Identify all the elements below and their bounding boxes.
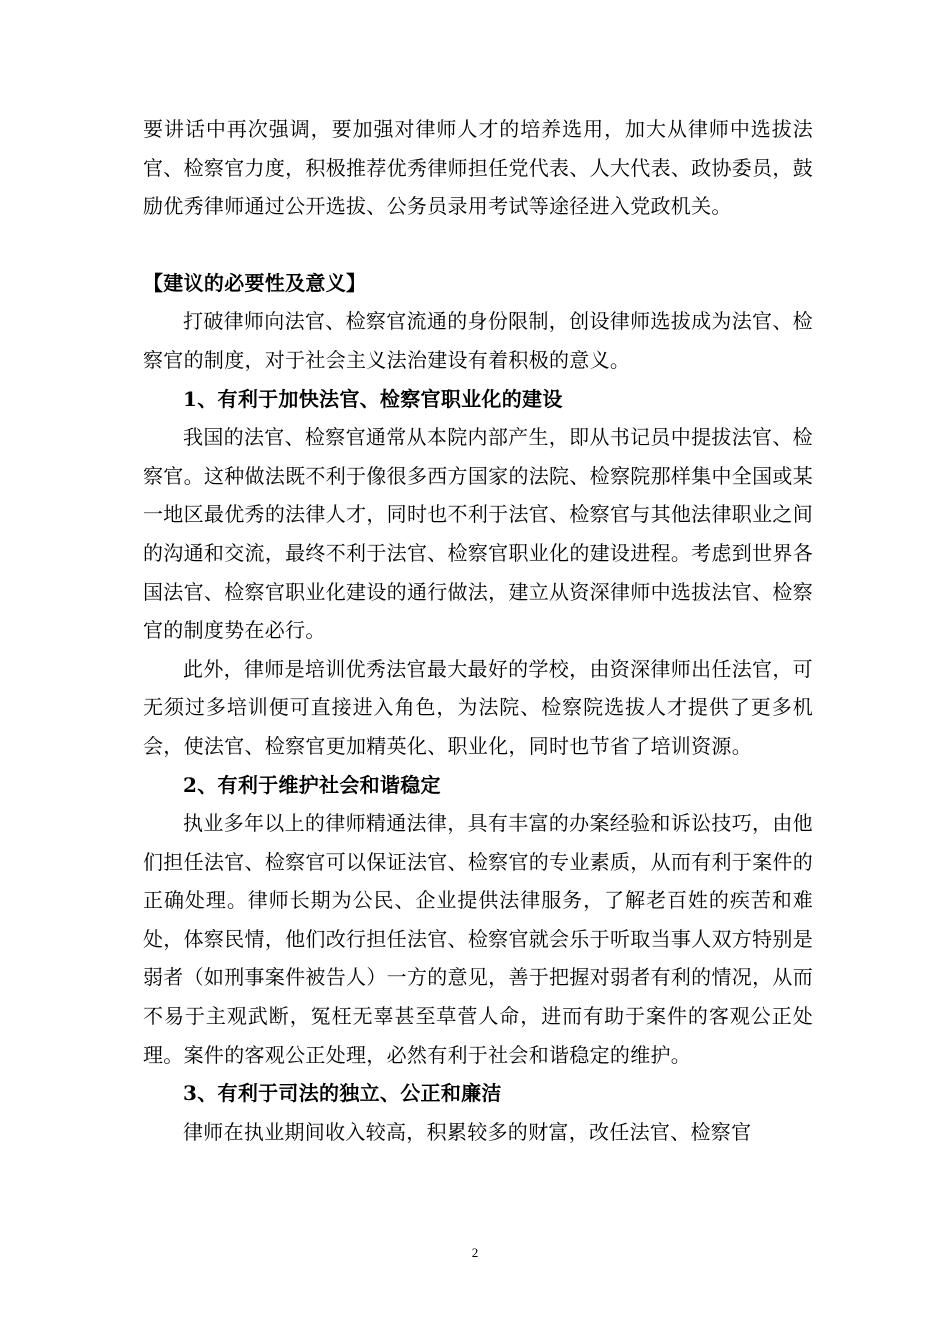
document-body xyxy=(143,110,813,1151)
body-paragraph: 我国的法官、检察官通常从本院内部产生，即从书记员中提拔法官、检察官。这种做法既不利于像很多西方国家的法院、检察院那样集中全国或某一地区最优秀的法律人才，同时也不利于法官、检察官与其他法律职业之间的沟通和交流，最终不利于法官、检察官职业化的建设进程。考虑到世界各国法官、检察官职业化建设的通行做法，建立从资深律师中选拔法官、检察官的制度势在必行。 xyxy=(143,425,813,643)
body-paragraph: 此外，律师是培训优秀法官最大最好的学校，由资深律师出任法官，可无须过多培训便可直接进入角色，为法院、检察院选拔人才提供了更多机会，使法官、检察官更加精英化、职业化，同时也节省了培训资源。 xyxy=(143,656,813,758)
sub-heading: 3、有利于司法的独立、公正和廉洁 xyxy=(183,1081,502,1106)
body-paragraph: 要讲话中再次强调，要加强对律师人才的培养选用，加大从律师中选拔法官、检察官力度，积极推荐优秀律师担任党代表、人大代表、政协委员，鼓励优秀律师通过公开选拔、公务员录用考试等途径进入党政机关。 xyxy=(143,117,813,219)
body-paragraph: 打破律师向法官、检察官流通的身份限制，创设律师选拔成为法官、检察官的制度，对于社会主义法治建设有着积极的意义。 xyxy=(143,309,813,372)
body-paragraph: 律师在执业期间收入较高，积累较多的财富，改任法官、检察官 xyxy=(183,1119,752,1144)
sub-heading: 2、有利于维护社会和谐稳定 xyxy=(183,772,441,797)
page-number: 2 xyxy=(471,1245,479,1260)
paragraph-gap xyxy=(143,226,813,264)
sub-heading: 1、有利于加快法官、检察官职业化的建设 xyxy=(183,386,563,411)
body-paragraph: 执业多年以上的律师精通法律，具有丰富的办案经验和诉讼技巧，由他们担任法官、检察官可以保证法官、检察官的专业素质，从而有利于案件的正确处理。律师长期为公民、企业提供法律服务，了解老百姓的疾苦和难处，体察民情，他们改行担任法官、检察官就会乐于听取当事人双方特别是弱者（如刑事案件被告人）一方的意见，善于把握对弱者有利的情况，从而不易于主观武断，冤枉无辜甚至草菅人命，进而有助于案件的客观公正处理。案件的客观公正处理，必然有利于社会和谐稳定的维护。 xyxy=(143,811,813,1067)
section-heading: 【建议的必要性及意义】 xyxy=(143,270,367,295)
